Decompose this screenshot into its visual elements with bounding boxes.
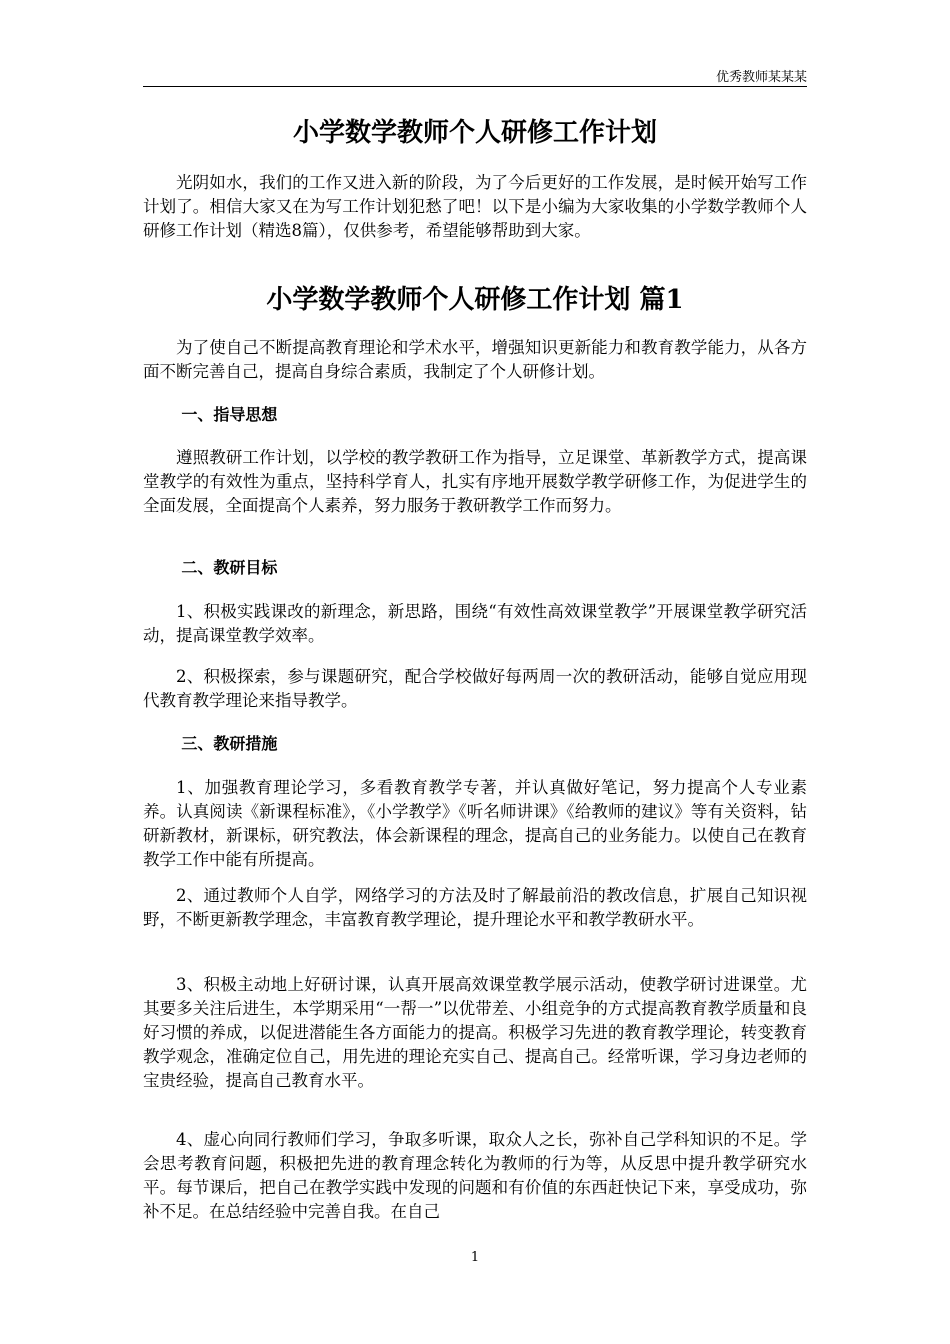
section-title: 小学数学教师个人研修工作计划 篇1 (266, 285, 684, 315)
intro-paragraph: 光阴如水，我们的工作又进入新的阶段，为了今后更好的工作发展，是时候开始写工作计划了。相信大家又在为写工作计划犯愁了吧！以下是小编为大家收集的小学数学教师个人研修工作计划（精选8篇），仅供参考，希望能够帮助到大家。 (143, 173, 807, 240)
document-title: 小学数学教师个人研修工作计划 (292, 118, 657, 148)
heading-guiding-ideology: 一、指导思想 (181, 405, 278, 424)
measure-item: 4、虚心向同行教师们学习，争取多听课，取众人之长，弥补自己学科知识的不足。学会思考教育问题，积极把先进的教育理念转化为教师的行为等，从反思中提升教学研究水平。每节课后，把自己在教学实践中发现的问题和有价值的东西赶快记下来，享受成功，弥补不足。在总结经验中完善自我。在自己 (143, 1130, 807, 1221)
goal-item: 1、积极实践课改的新理念，新思路，围绕“有效性高效课堂教学”开展课堂教学研究活动，提高课堂教学效率。 (143, 602, 807, 645)
page-number: 1 (470, 1250, 480, 1265)
heading-research-measures: 三、教研措施 (181, 734, 278, 753)
measure-item: 2、通过教师个人自学，网络学习的方法及时了解最前沿的教改信息，扩展自己知识视野，不断更新教学理念，丰富教育教学理论，提升理论水平和教学教研水平。 (143, 886, 807, 929)
section-intro-paragraph: 为了使自己不断提高教育理论和学术水平，增强知识更新能力和教育教学能力，从各方面不断完善自己，提高自身综合素质，我制定了个人研修计划。 (143, 338, 807, 381)
measure-item: 1、加强教育理论学习，多看教育教学专著，并认真做好笔记，努力提高个人专业素养。认真阅读《新课程标准》，《小学教学》《听名师讲课》《给教师的建议》等有关资料，钻研新教材，新课标，研究教法，体会新课程的理念，提高自己的业务能力。以使自己在教育教学工作中能有所提高。 (143, 778, 807, 869)
heading-research-goals: 二、教研目标 (181, 558, 278, 577)
header-divider (143, 86, 807, 87)
header-author: 优秀教师某某某 (715, 70, 807, 85)
goal-item: 2、积极探索，参与课题研究，配合学校做好每两周一次的教研活动，能够自觉应用现代教育教学理论来指导教学。 (143, 667, 807, 710)
measure-item: 3、积极主动地上好研讨课，认真开展高效课堂教学展示活动，使教学研讨进课堂。尤其要多关注后进生，本学期采用“一帮一”以优带差、小组竞争的方式提高教育教学质量和良好习惯的养成，以促进潜能生各方面能力的提高。积极学习先进的教育教学理论，转变教育教学观念，准确定位自己，用先进的理论充实自己、提高自己。经常听课，学习身边老师的宝贵经验，提高自己教育水平。 (143, 975, 807, 1090)
guiding-ideology-paragraph: 遵照教研工作计划，以学校的教学教研工作为指导，立足课堂、革新教学方式，提高课堂教学的有效性为重点，坚持科学育人，扎实有序地开展数学教学研修工作，为促进学生的全面发展，全面提高个人素养，努力服务于教研教学工作而努力。 (143, 448, 807, 515)
